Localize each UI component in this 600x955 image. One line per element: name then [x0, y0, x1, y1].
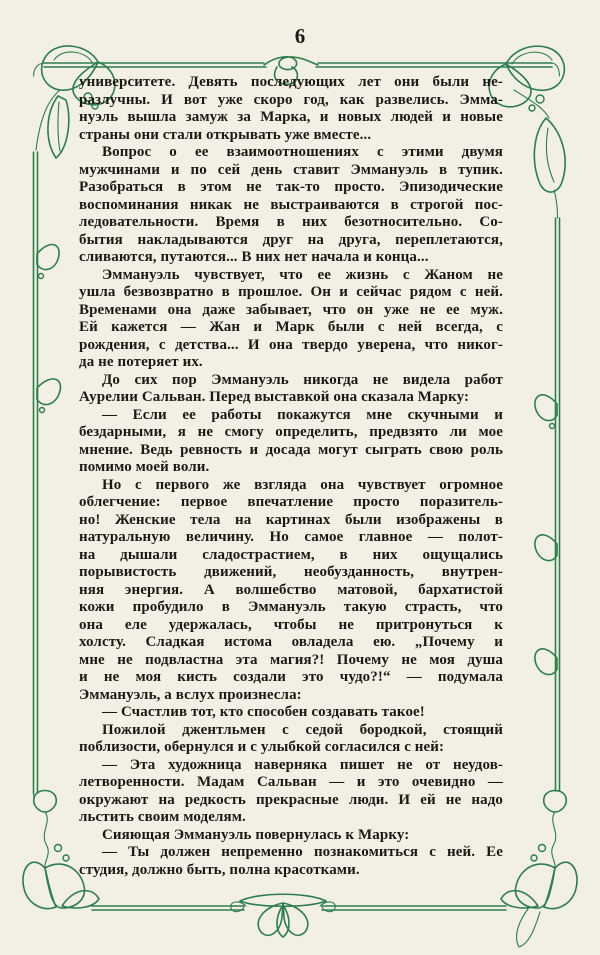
text-line: да не потеряет их. — [79, 354, 203, 370]
paragraph — [79, 74, 503, 144]
text-line: холсту. Сладкая истома овладела ею. „Почему и — [79, 634, 503, 650]
text-line: Но с первого же взгляда она чувствует огромное — [102, 476, 503, 493]
left-stem-leaf-icon — [37, 379, 60, 413]
text-line: и не моя кисть создали это чудо?!“ — подумала — [79, 669, 503, 685]
text-line: но! Женские тела на картинах были изображены в — [79, 511, 503, 528]
paragraph — [79, 372, 503, 407]
text-line: — Ты должен непременно познакомиться с ней. Ее — [102, 844, 503, 860]
paragraph — [79, 704, 503, 722]
text-line: — Если ее работы покажутся мне скучными и — [102, 406, 503, 423]
text-line: бытия накладываются друг на друга, переплетаются, — [79, 231, 503, 248]
text-line: помимо моей воли. — [79, 459, 210, 475]
text-line: Аурелии Сальван. Перед выставкой она сказала Марку: — [79, 389, 470, 405]
text-line: ледовательности. Время в них безотносительно. Со- — [79, 214, 503, 230]
text-line: Эммануэль чувствует, что ее жизнь с Жаном не — [102, 266, 503, 283]
frame-left-border — [34, 152, 61, 793]
text-line: рождения, с детства... И она твердо уверена, что никог- — [79, 336, 503, 353]
paragraph — [79, 844, 503, 879]
text-line: — Эта художница наверняка пишет не от неудов- — [102, 756, 503, 773]
paragraph — [79, 477, 503, 705]
page-number: 6 — [294, 24, 306, 48]
bottom-center-tulip-icon — [231, 894, 336, 937]
text-line: на дышали сладострастием, в них ощущались — [79, 546, 503, 563]
text-line: мне не подвластна эта магия?! Почему не моя душа — [79, 651, 503, 668]
text-line: страны они стали открывать уже вместе... — [79, 126, 372, 143]
paragraph — [79, 267, 503, 372]
text-line: облегчение: первое впечатление просто поразитель- — [79, 494, 503, 510]
text-line: нуэль вышла замуж за Марка, и новых людей и новые — [79, 109, 503, 125]
text-line: бездарными, я не смогу определить, предвзято ли мое — [79, 424, 503, 440]
left-stem-leaf-icon — [37, 245, 59, 279]
text-block — [79, 74, 503, 879]
paragraph — [79, 144, 503, 267]
text-line: натуральную величину. Но самое главное — полот- — [79, 529, 503, 545]
right-stem-leaf-icon — [535, 395, 557, 429]
text-line: университете. Девять последующих лет они были не- — [79, 74, 503, 90]
text-line: порывистость движений, необузданность, внутрен- — [79, 564, 503, 580]
right-stem-leaf-icon — [535, 649, 557, 675]
text-line: разлучны. И вот уже скоро год, как развелись. Эмма- — [79, 91, 503, 108]
text-line: студия, должно быть, полна красотками. — [79, 861, 360, 878]
text-line: Временами она даже забывает, что он уже не ее муж. — [79, 301, 503, 318]
text-line: Разобраться в этом не так-то просто. Эпизодические — [79, 179, 503, 195]
text-line: сливаются, путаются... В них нет начала и конца... — [79, 249, 429, 265]
text-line: льстить своим моделям. — [79, 809, 246, 825]
text-line: мнение. Ведь ревность и досада могут сыграть свою роль — [79, 441, 503, 458]
text-line: Пожилой джентльмен с седой бородкой, стоящий — [102, 721, 503, 738]
text-line: ушла безвозвратно в прошлое. Он и сейчас рядом с ней. — [79, 284, 503, 300]
text-line: Ей кажется — Жан и Марк были с ней всегда, с — [79, 319, 503, 335]
text-line: Вопрос о ее взаимоотношениях с этими двумя — [102, 144, 503, 160]
text-line: няя энергия. А волшебство матовой, бархатистой — [79, 581, 503, 598]
text-line: она еле удержалась, чтобы не притронуться к — [79, 616, 503, 633]
text-line: Эммануэль, а вслух произнесла: — [79, 686, 302, 703]
paragraph — [79, 722, 503, 757]
right-stem-leaf-icon — [535, 535, 557, 561]
paragraph — [79, 827, 503, 845]
text-line: До сих пор Эммануэль никогда не видела работ — [102, 371, 503, 388]
text-line: — Счастлив тот, кто способен создавать такое! — [102, 704, 425, 720]
frame-right-border — [535, 218, 560, 791]
text-line: мужчинами и по сей день ставит Эммануэль в тупик. — [79, 161, 503, 178]
floral-corner-bottom-right-icon — [501, 791, 577, 948]
text-line: летворенности. Мадам Сальван — и это очевидно — — [79, 774, 503, 790]
paragraph — [79, 757, 503, 827]
paragraph — [79, 407, 503, 477]
text-line: кожи пробудило в Эммануэль такую страсть, что — [79, 599, 503, 615]
text-line: окружают на редкость прекрасные люди. И ей не надо — [79, 791, 503, 808]
text-line: Сияющая Эммануэль повернулась к Марку: — [102, 826, 410, 843]
text-line: поблизости, обернулся и с улыбкой согласился с ней: — [79, 739, 445, 755]
frame-bottom-border — [92, 894, 506, 937]
text-line: воспоминания никак не выстраиваются в строгой пос- — [79, 196, 503, 213]
